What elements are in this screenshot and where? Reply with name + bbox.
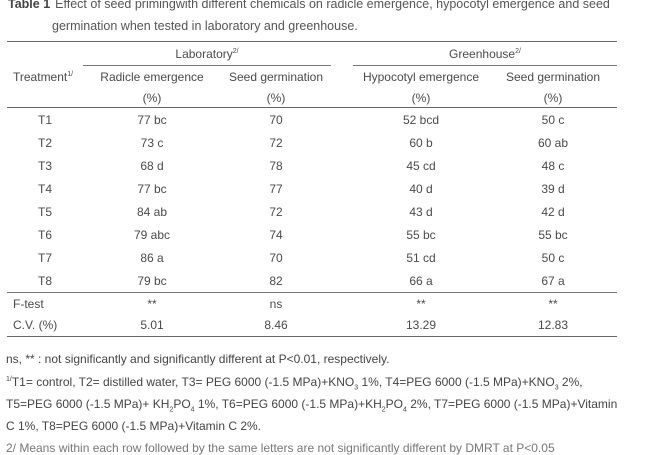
hypocotyl-header: Hypocotyl emergence <box>362 70 480 84</box>
table-caption <box>8 0 644 37</box>
treatment-cell: T6 <box>37 227 52 242</box>
lab-germination-cell: 70 <box>269 250 283 265</box>
lab-germination-cell: 72 <box>269 135 283 150</box>
lab-germination-cell: 72 <box>269 204 283 219</box>
ftest-lab-germination: ns <box>221 293 331 315</box>
results-table <box>7 41 617 337</box>
gh-germination-header: Seed germination <box>505 70 601 84</box>
caption-line-1: Effect of seed primingwith different chemicals on radicle emergence, hypocotyl emergence and seed <box>55 0 610 11</box>
table-row <box>7 177 617 200</box>
radicle-cell: 86 a <box>140 250 164 265</box>
treatment-header: Treatment$^{1/}$ <box>7 42 83 89</box>
gh-germination-cell: 60 ab <box>537 135 569 150</box>
hypocotyl-cell: 51 cd <box>406 250 436 265</box>
ftest-label: F-test <box>7 293 83 315</box>
table-row <box>7 269 617 293</box>
unit-label: (%) <box>489 88 617 108</box>
gh-germination-cell: 48 c <box>541 158 565 173</box>
gh-germination-cell: 50 c <box>541 250 565 265</box>
cv-gh-germination: 12.83 <box>489 314 617 337</box>
cv-radicle: 5.01 <box>83 314 221 337</box>
ftest-row <box>7 293 617 315</box>
table-row <box>7 246 617 269</box>
lab-germination-cell: 82 <box>269 273 283 288</box>
treatment-cell: T8 <box>37 273 52 288</box>
table-row <box>7 223 617 246</box>
laboratory-header: Laboratory$^{2/}$ <box>83 42 331 66</box>
hypocotyl-cell: 43 d <box>409 204 433 219</box>
table-row <box>7 200 617 223</box>
treatment-cell: T4 <box>37 181 52 196</box>
hypocotyl-cell: 55 bc <box>406 227 436 242</box>
table-footnotes <box>6 348 646 437</box>
treatment-cell: T7 <box>37 250 52 265</box>
gh-germination-cell: 67 a <box>541 273 565 288</box>
hypocotyl-cell: 52 bcd <box>402 112 440 127</box>
lab-germination-cell: 74 <box>269 227 283 242</box>
treatment-footnote: $^{1/}$T1= control, T2= distilled water, T3= PEG 6000 (-1.5 $MPa)+KNO_3$ 1%, T4=PEG 6000 (-1.5 $MPa)+KNO_3$ 2%, T5=PEG 6000 (-1.5 $MPa)+ KH_2PO_4$ 1%, T6=PEG 6000 (-1.5 $MPa)+KH_2PO_4$ 2%, T7=PEG 6000 (-1.5 MPa)+Vitamin C 1%, T8=PEG 6000 (-1.5 MPa)+Vitamin C 2%. <box>6 375 618 433</box>
treatment-cell: T5 <box>37 204 52 219</box>
table-label: Table 1 <box>8 0 51 11</box>
gh-germination-cell: 42 d <box>541 204 565 219</box>
cv-lab-germination: 8.46 <box>221 314 331 337</box>
radicle-cell: 73 c <box>140 135 164 150</box>
unit-row <box>7 88 617 108</box>
greenhouse-header: Greenhouse$^{2/}$ <box>353 42 617 66</box>
hypocotyl-cell: 45 cd <box>406 158 436 173</box>
treatment-cell: T3 <box>37 158 52 173</box>
treatment-cell: T2 <box>37 135 52 150</box>
cv-hypocotyl: 13.29 <box>353 314 489 337</box>
radicle-cell: 68 d <box>140 158 164 173</box>
ftest-radicle: ** <box>83 293 221 315</box>
column-header-row <box>7 66 617 89</box>
cv-label: C.V. (%) <box>7 314 83 337</box>
table-row <box>7 131 617 154</box>
means-footnote-cutoff: 2/ Means within each row followed by the same letters are not significantly different by DMRT at P<0.05 <box>6 441 555 455</box>
cv-row <box>7 314 617 337</box>
unit-label: (%) <box>221 88 331 108</box>
unit-label: (%) <box>83 88 221 108</box>
caption-line-2: germination when tested in laboratory and greenhouse. <box>52 19 358 33</box>
table-row <box>7 108 617 132</box>
radicle-cell: 84 ab <box>136 204 168 219</box>
hypocotyl-cell: 40 d <box>409 181 433 196</box>
significance-note: ns, ** : not significantly and significantly different at P<0.01, respectively. <box>6 352 390 366</box>
lab-germination-cell: 70 <box>269 112 283 127</box>
hypocotyl-cell: 60 b <box>409 135 433 150</box>
radicle-cell: 77 bc <box>137 181 167 196</box>
gh-germination-cell: 50 c <box>541 112 565 127</box>
hypocotyl-cell: 66 a <box>409 273 433 288</box>
treatment-cell: T1 <box>37 112 52 127</box>
gh-germination-cell: 55 bc <box>538 227 568 242</box>
radicle-cell: 79 abc <box>133 227 171 242</box>
ftest-gh-germination: ** <box>489 293 617 315</box>
lab-germination-header: Seed germination <box>228 70 324 84</box>
ftest-hypocotyl: ** <box>353 293 489 315</box>
table-row <box>7 154 617 177</box>
group-header-row <box>7 42 617 66</box>
radicle-cell: 79 bc <box>137 273 167 288</box>
unit-label: (%) <box>353 88 489 108</box>
lab-germination-cell: 78 <box>269 158 283 173</box>
gh-germination-cell: 39 d <box>541 181 565 196</box>
radicle-header: Radicle emergence <box>100 70 204 84</box>
lab-germination-cell: 77 <box>269 181 283 196</box>
radicle-cell: 77 bc <box>137 112 167 127</box>
